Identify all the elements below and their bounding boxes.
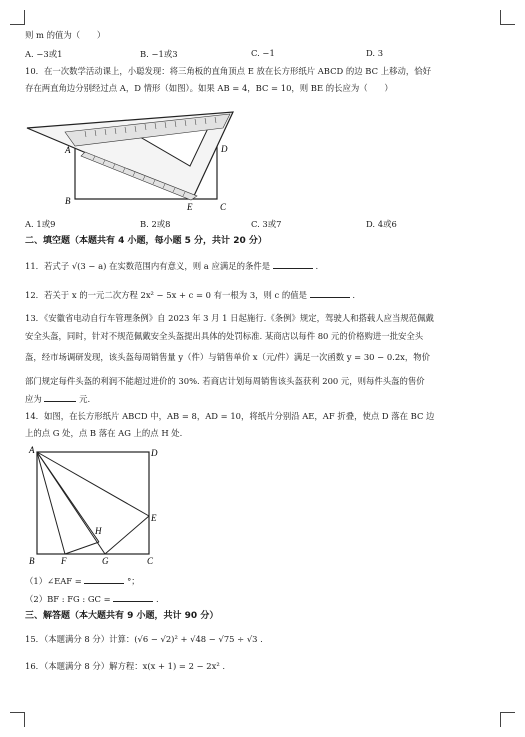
q14-line-2: 上的点 G 处，点 B 落在 AG 上的点 H 处. [25,428,183,438]
q10-line-1: 10．在一次数学活动课上，小聪发现：将三角板的直角顶点 E 放在长方形纸片 ABCD 的边 BC 上移动，恰好 [25,66,431,76]
q11-answer-blank[interactable] [273,260,313,269]
q14-sub-2-tail: . [155,594,159,604]
q12-tail: . [352,290,356,300]
q14-line-1: 14．如图，在长方形纸片 ABCD 中，AB = 8，AD = 10，将纸片分别沿 AE，AF 折叠，使点 D 落在 BC 边 [25,411,435,421]
q14-fold-lines [37,452,149,554]
crop-mark-top-right [500,10,515,25]
crop-mark-bottom-left [10,712,25,727]
q10-option-c: C. 3或7 [251,219,282,229]
q10-label-e: E [187,202,193,212]
section-3-title: 三、解答题（本大题共有 9 小题，共计 90 分） [25,611,219,621]
q10-option-b: B. 2或8 [140,219,171,229]
q14-label-e: E [151,513,157,523]
q12 [25,289,355,301]
q14-sub-2-blank[interactable] [113,593,153,602]
q14-rectangle [37,452,149,554]
q14-sub-1 [25,575,140,587]
q14-sub-1-lead: （1）∠EAF = [25,576,82,586]
q13-line-1: 13．《安徽省电动自行车管理条例》自 2023 年 3 月 1 日起施行.《条例》规定，驾驶人和搭载人应当规范佩戴 [25,313,434,323]
q14-label-a: A [29,445,35,455]
q10-label-a: A [65,145,71,155]
crop-mark-bottom-right [500,712,515,727]
section-2-title: 二、填空题（本题共有 4 小题，每小题 5 分，共计 20 分） [25,236,267,246]
q14-label-g: G [102,556,109,566]
q14-sub-2 [25,593,159,605]
q12-text: 12．若关于 x 的一元二次方程 2x² − 5x + c = 0 有一根为 3，则 c 的值是 [25,290,308,300]
q13-line-5-lead: 应为 [25,394,42,404]
crop-mark-top-left [10,10,25,25]
q14-label-f: F [61,556,67,566]
q10-figure-triangle-ruler [25,106,250,214]
q13-answer-blank[interactable] [44,393,76,402]
q13-line-5-tail: 元. [79,394,91,404]
q13-line-2: 安全头盔，同时，针对不规范佩戴安全头盔提出具体的处罚标准. 某商店以每件 80 元的价格购进一批安全头 [25,331,424,341]
q14-figure-folding [25,444,175,568]
q10-option-d: D. 4或6 [366,219,397,229]
q14-sub-1-blank[interactable] [84,575,124,584]
q9-stem: 则 m 的值为（ ） [25,30,106,40]
q13-line-3: 盔，经市场调研发现，该头盔每周销售量 y（件）与销售单价 x（元/件）满足一次函数 y = 30 − 0.2x，物价 [25,352,430,362]
q9-option-d: D. 3 [366,48,384,58]
q10-line-2: 存在两直角边分别经过点 A，D 情形（如图）。如果 AB = 4，BC = 10，则 BE 的长应为（ ） [25,83,393,93]
q9-option-c: C. −1 [251,48,275,58]
q11-text: 11．若式子 √(3 − a) 在实数范围内有意义，则 a 应满足的条件是 [25,261,271,271]
q10-option-a: A. 1或9 [25,219,56,229]
q14-label-c: C [147,556,154,566]
q14-sub-2-lead: （2）BF : FG : GC = [25,594,111,604]
q14-label-d: D [151,448,158,458]
q16: 16．（本题满分 8 分）解方程：x(x + 1) = 2 − 2x² . [25,661,226,671]
q12-answer-blank[interactable] [310,289,350,298]
q14-sub-1-tail: °； [127,576,140,586]
q9-option-b: B. −1或3 [140,49,178,59]
q13-line-4: 部门规定每件头盔的利润不能超过进价的 30%. 若商店计划每周销售该头盔获利 200 元，则每件头盔的售价 [25,376,425,386]
q10-label-c: C [220,202,227,212]
q13-line-5 [25,393,90,405]
q10-label-b: B [65,196,71,206]
q11 [25,260,318,272]
q10-label-d: D [221,144,228,154]
q11-tail: . [315,261,319,271]
q14-label-h: H [95,526,102,536]
q9-option-a: A. −3或1 [25,49,63,59]
q15: 15．（本题满分 8 分）计算：(√6 − √2)² + √48 − √75 ÷ √3 . [25,634,263,644]
q14-label-b: B [29,556,35,566]
